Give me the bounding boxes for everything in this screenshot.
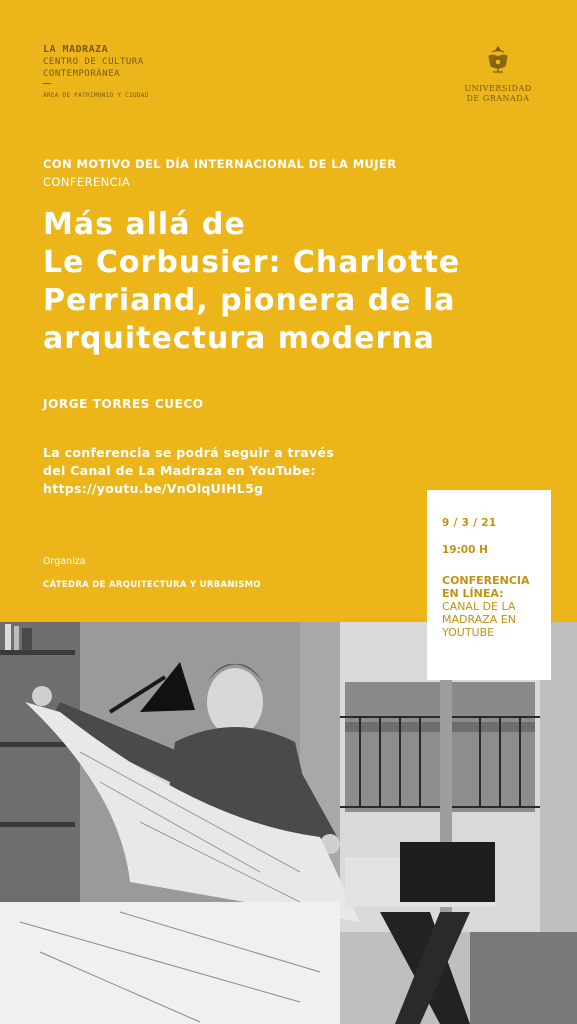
kicker-occasion: CON MOTIVO DEL DÍA INTERNACIONAL DE LA MUJER xyxy=(43,157,397,171)
university-name-2: DE GRANADA xyxy=(466,94,530,103)
madraza-name: LA MADRAZA xyxy=(43,44,109,55)
portrait-photo xyxy=(0,622,577,1024)
madraza-divider xyxy=(43,83,51,84)
mode-title-2: EN LÍNEA: xyxy=(442,587,504,600)
university-logo xyxy=(458,44,538,104)
university-name-1: UNIVERSIDAD xyxy=(464,84,532,93)
kicker xyxy=(43,155,396,191)
mode-detail-1: CANAL DE LA xyxy=(442,600,516,613)
madraza-subtitle-1: CENTRO DE CULTURA xyxy=(43,57,144,67)
event-title xyxy=(43,206,563,358)
university-crest-icon xyxy=(483,44,513,78)
madraza-area: ÁREA DE PATRIMONIO Y CIUDAD xyxy=(43,92,149,99)
streaming-info xyxy=(43,444,334,498)
madraza-subtitle-2: CONTEMPORÁNEA xyxy=(43,69,120,79)
event-time: 19:00 H xyxy=(442,544,488,556)
organizer-name: CÁTEDRA DE ARQUITECTURA Y URBANISMO xyxy=(43,580,261,590)
event-date: 9 / 3 / 21 xyxy=(442,517,497,529)
youtube-link[interactable]: https://youtu.be/VnOlqUIHL5g xyxy=(43,481,264,496)
mode-detail-2: MADRAZA EN xyxy=(442,613,516,626)
info-line-1: La conferencia se podrá seguir a través xyxy=(43,445,334,460)
event-mode xyxy=(442,574,546,639)
mode-detail-3: YOUTUBE xyxy=(442,626,495,639)
event-details-card xyxy=(427,490,551,680)
title-line-2: Le Corbusier: Charlotte xyxy=(43,245,461,280)
photo-illustration xyxy=(0,622,577,1024)
organizer-label: Organiza xyxy=(43,556,86,567)
title-line-3: Perriand, pionera de la xyxy=(43,283,456,318)
title-line-4: arquitectura moderna xyxy=(43,321,435,356)
kicker-type: CONFERENCIA xyxy=(43,175,131,189)
info-line-2: del Canal de La Madraza en YouTube: xyxy=(43,463,316,478)
madraza-logo xyxy=(43,44,149,102)
title-line-1: Más allá de xyxy=(43,207,246,242)
mode-title-1: CONFERENCIA xyxy=(442,574,530,587)
speaker-name: JORGE TORRES CUECO xyxy=(43,397,204,411)
